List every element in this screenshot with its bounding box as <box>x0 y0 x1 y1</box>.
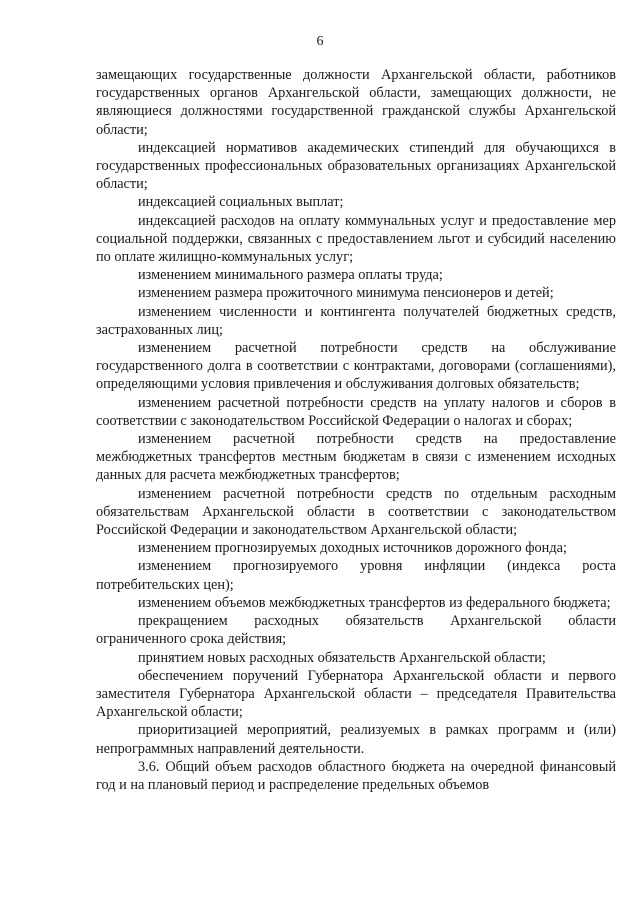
paragraph: изменением расчетной потребности средств на обслуживание государственного долга в соответствии с контрактами, договорами (соглашениями), определяющими условия привлечения и обслуживания долговых обязательств; <box>96 340 616 393</box>
paragraph: прекращением расходных обязательств Архангельской области ограниченного срока действия; <box>96 613 616 648</box>
page-number: 6 <box>316 34 324 49</box>
paragraph: изменением объемов межбюджетных трансфертов из федерального бюджета; <box>138 594 611 611</box>
paragraph: изменением прогнозируемого уровня инфляции (индекса роста потребительских цен); <box>96 558 616 593</box>
paragraph: замещающих государственные должности Архангельской области, работников государственных органов Архангельской области, замещающих должности, не являющиеся должностями государственной гражданской службы Архангельской области; <box>96 67 616 138</box>
paragraph: изменением минимального размера оплаты труда; <box>138 267 443 284</box>
paragraph: изменением прогнозируемых доходных источников дорожного фонда; <box>138 540 567 557</box>
paragraph: индексацией нормативов академических стипендий для обучающихся в государственных профессиональных образовательных организациях Архангельской области; <box>96 139 616 193</box>
paragraph: изменением расчетной потребности средств на предоставление межбюджетных трансфертов местным бюджетам в связи с изменением исходных данных для расчета межбюджетных трансфертов; <box>96 431 616 484</box>
document-body <box>96 66 616 794</box>
paragraph: индексацией расходов на оплату коммунальных услуг и предоставление мер социальной поддержки, связанных с предоставлением льгот и субсидий населению по оплате жилищно-коммунальных услуг; <box>96 212 616 266</box>
paragraph: индексацией социальных выплат; <box>138 194 344 211</box>
paragraph: обеспечением поручений Губернатора Архангельской области и первого заместителя Губернатора Архангельской области – председателя Правительства Архангельской области; <box>96 667 616 721</box>
paragraph: принятием новых расходных обязательств Архангельской области; <box>138 649 546 666</box>
paragraph: изменением расчетной потребности средств по отдельным расходным обязательствам Архангельской области в соответствии с законодательством Российской Федерации и законодательством Архангельской области; <box>96 485 616 539</box>
paragraph: изменением расчетной потребности средств на уплату налогов и сборов в соответствии с законодательством Российской Федерации о налогах и сборах; <box>96 394 616 429</box>
paragraph: приоритизацией мероприятий, реализуемых в рамках программ и (или) непрограммных направлений деятельности. <box>96 722 616 757</box>
paragraph: изменением численности и контингента получателей бюджетных средств, застрахованных лиц; <box>96 303 616 338</box>
paragraph: 3.6. Общий объем расходов областного бюджета на очередной финансовый год и на плановый период и распределение предельных объемов <box>96 758 616 793</box>
paragraph: изменением размера прожиточного минимума пенсионеров и детей; <box>138 285 554 302</box>
